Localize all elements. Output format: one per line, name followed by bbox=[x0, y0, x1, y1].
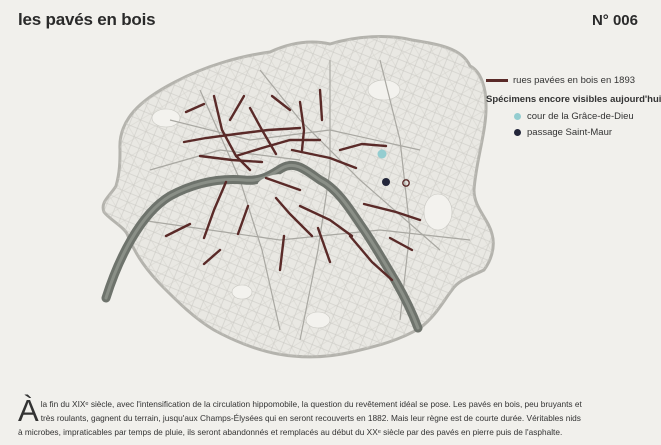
legend-item-streets bbox=[486, 72, 646, 88]
marker-cour-grace-de-dieu bbox=[378, 150, 387, 159]
caption-line: très roulants, gagnent du terrain, jusqu'aux Champs-Élysées qui en seront recouverts en 1882. Mais leur règne est de courte durée. Véritables nids bbox=[40, 413, 581, 423]
page-title: les pavés en bois bbox=[18, 10, 156, 29]
drop-cap: À bbox=[18, 393, 39, 428]
street-line-swatch bbox=[486, 79, 508, 82]
legend-specimen-label: cour de la Grâce-de-Dieu bbox=[527, 110, 634, 122]
issue-number: N° 006 bbox=[591, 12, 638, 29]
map-legend bbox=[486, 72, 661, 140]
caption-line: la fin du XIXᵉ siècle, avec l'intensification de la circulation hippomobile, la question du revêtement idéal se pose. Les pavés en bois, peu bruyants et bbox=[40, 399, 582, 409]
legend-specimen-label: passage Saint-Maur bbox=[527, 126, 613, 138]
caption-text bbox=[18, 393, 628, 439]
dark-dot-icon bbox=[514, 129, 521, 136]
light-blue-dot-icon bbox=[514, 113, 521, 120]
legend-specimens-heading: Spécimens encore visibles aujourd'hui bbox=[486, 94, 661, 105]
marker-passage-saint-maur bbox=[382, 178, 390, 186]
legend-item-specimen bbox=[486, 124, 646, 140]
legend-line-label: rues pavées en bois en 1893 bbox=[513, 74, 636, 86]
caption-line: à microbes, impraticables par temps de pluie, ils seront abandonnés et remplacés au début du XXᵉ siècle par des pavés en pierre puis de l'asphalte. bbox=[18, 427, 563, 437]
legend-item-specimen bbox=[486, 108, 646, 124]
